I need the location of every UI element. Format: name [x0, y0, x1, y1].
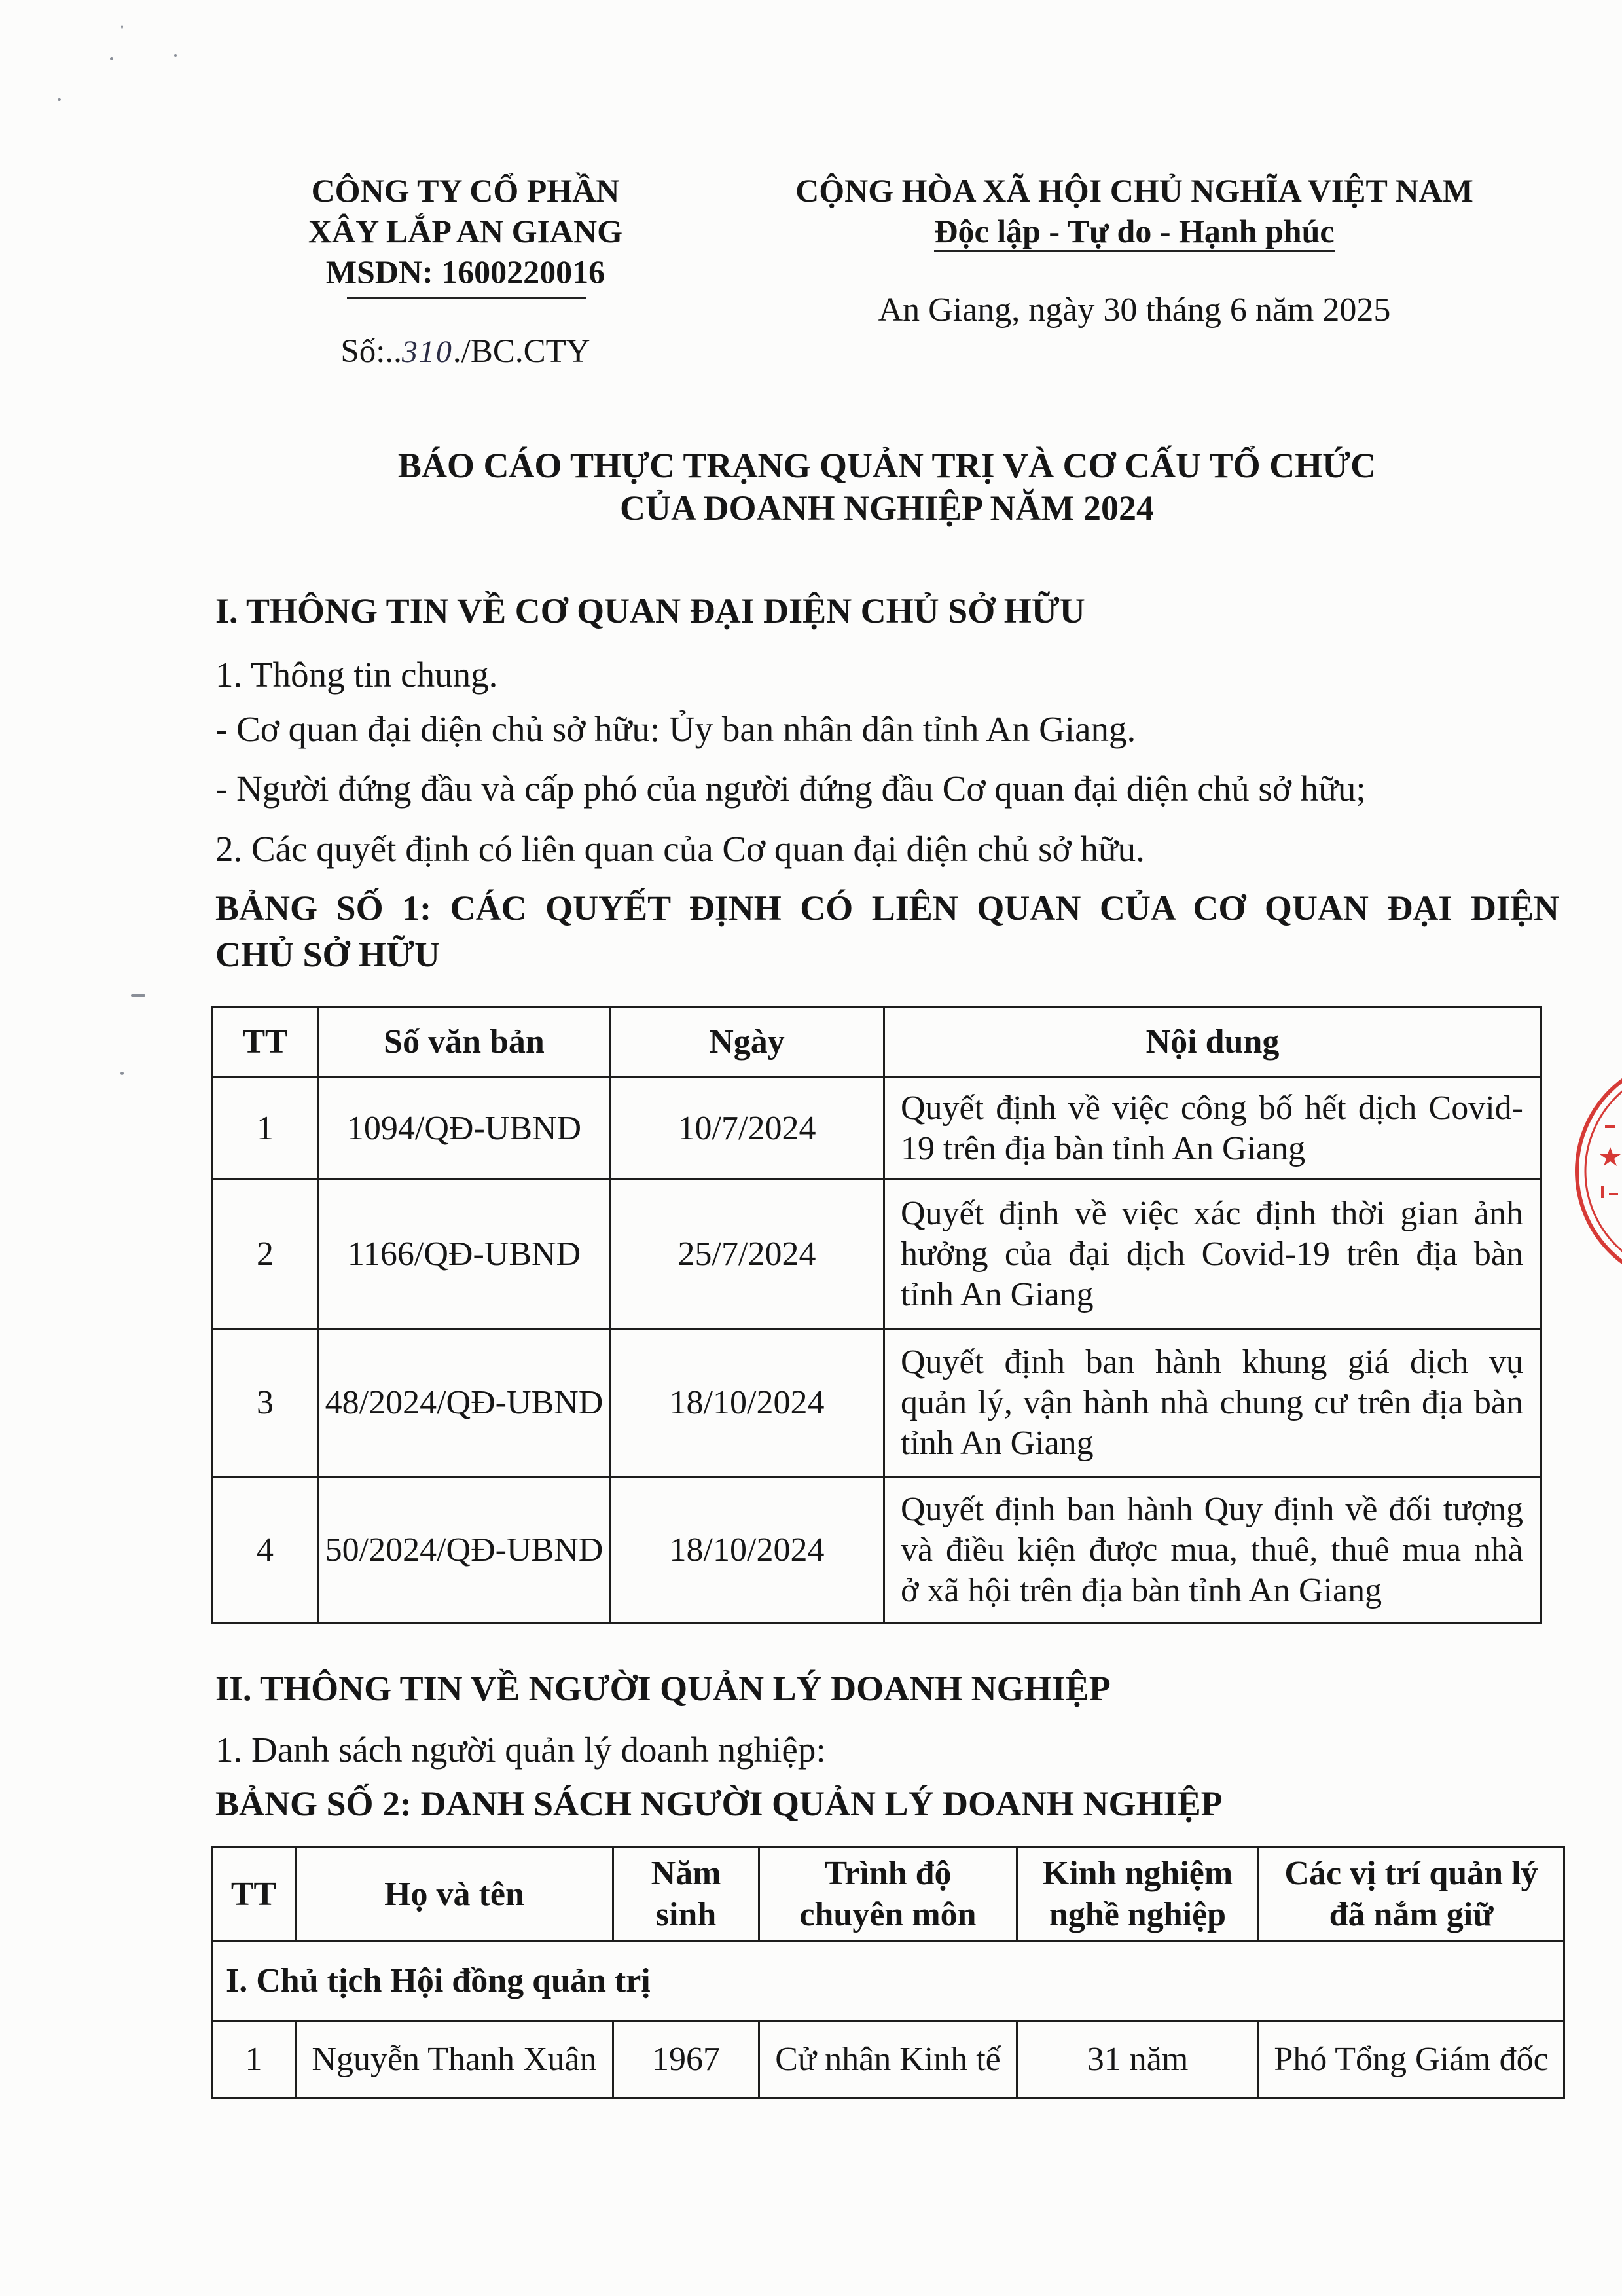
red-seal-stamp [1558, 1048, 1622, 1296]
cell-content [884, 1078, 1541, 1180]
scan-speck [58, 98, 61, 101]
col-header-full-name: Họ và tên [296, 1848, 613, 1941]
seal-star-icon [1600, 1147, 1621, 1166]
cell-qualification: Cử nhân Kinh tế [759, 2022, 1017, 2098]
cell-document-number: 48/2024/QĐ-UBND [319, 1329, 610, 1477]
section1-item1: 1. Thông tin chung. [215, 655, 498, 695]
table2-caption: BẢNG SỐ 2: DANH SÁCH NGƯỜI QUẢN LÝ DOANH NGHIỆP [215, 1784, 1223, 1823]
national-motto: Độc lập - Tự do - Hạnh phúc [934, 212, 1334, 252]
section2-heading: II. THÔNG TIN VỀ NGƯỜI QUẢN LÝ DOANH NGHIỆP [215, 1669, 1111, 1708]
col-header-content: Nội dung [884, 1007, 1541, 1078]
cell-document-number: 50/2024/QĐ-UBND [319, 1477, 610, 1624]
content-line: Quyết định về việc công bố hết dịch Covid- [901, 1089, 1523, 1127]
cell-content [884, 1329, 1541, 1477]
managers-table [211, 1846, 1565, 2099]
cell-document-number: 1166/QĐ-UBND [319, 1180, 610, 1329]
cell-birth-year: 1967 [613, 2022, 759, 2098]
header-line: sinh [655, 1896, 717, 1933]
document-number-prefix: Số:.. [340, 333, 402, 370]
cell-positions-held: Phó Tổng Giám đốc [1259, 2022, 1564, 2098]
header-line: Các vị trí quản lý [1284, 1855, 1538, 1892]
report-title-line2: CỦA DOANH NGHIỆP NĂM 2024 [619, 488, 1154, 528]
scan-speck [120, 1072, 124, 1075]
table-header-row [212, 1007, 1541, 1078]
cell-tt: 4 [212, 1477, 319, 1624]
col-header-qualification [759, 1848, 1017, 1941]
table1-caption [215, 885, 1559, 978]
section1-item2: 2. Các quyết định có liên quan của Cơ quan đại diện chủ sở hữu. [215, 829, 1145, 869]
table-row [212, 1180, 1541, 1329]
content-line: tỉnh An Giang [901, 1275, 1094, 1313]
cell-date: 10/7/2024 [610, 1078, 884, 1180]
scan-speck [121, 25, 123, 29]
national-title: CỘNG HÒA XÃ HỘI CHỦ NGHĨA VIỆT NAM [795, 172, 1473, 209]
table-row [212, 1329, 1541, 1477]
content-line: quản lý, vận hành nhà chung cư trên địa bàn [901, 1383, 1523, 1421]
table1-caption-line1: BẢNG SỐ 1: CÁC QUYẾT ĐỊNH CÓ LIÊN QUAN CỦA CƠ QUAN ĐẠI DIỆN [215, 888, 1559, 928]
header-line: Kinh nghiệm [1042, 1855, 1233, 1892]
document-number [204, 331, 727, 373]
cell-tt: 2 [212, 1180, 319, 1329]
cell-date: 25/7/2024 [610, 1180, 884, 1329]
seal-mark [1605, 1125, 1615, 1128]
decisions-table [211, 1006, 1542, 1624]
header-line: Trình độ [824, 1855, 952, 1892]
content-line: và điều kiện được mua, thuê, thuê mua nhà [901, 1531, 1523, 1569]
content-line: Quyết định về việc xác định thời gian ảnh [901, 1194, 1523, 1232]
company-name-line1: CÔNG TY CỔ PHẦN [311, 172, 620, 209]
header-line: đã nắm giữ [1329, 1896, 1494, 1933]
col-header-document-number: Số văn bản [319, 1007, 610, 1078]
section1-heading: I. THÔNG TIN VỀ CƠ QUAN ĐẠI DIỆN CHỦ SỞ HỮU [215, 591, 1085, 630]
company-name-line2: XÂY LẮP AN GIANG [308, 213, 623, 249]
cell-tt: 1 [212, 1078, 319, 1180]
seal-outer-ring [1577, 1058, 1622, 1285]
header-line: chuyên môn [799, 1896, 977, 1933]
company-header-rule [347, 297, 586, 299]
col-header-experience [1017, 1848, 1259, 1941]
col-header-date: Ngày [610, 1007, 884, 1078]
report-title-line1: BÁO CÁO THỰC TRẠNG QUẢN TRỊ VÀ CƠ CẤU TỔ CHỨC [397, 446, 1377, 485]
table-row [212, 2022, 1564, 2098]
section2-item1: 1. Danh sách người quản lý doanh nghiệp: [215, 1730, 826, 1770]
cell-content [884, 1477, 1541, 1624]
cell-document-number: 1094/QĐ-UBND [319, 1078, 610, 1180]
section1-bullet2: - Người đứng đầu và cấp phó của người đứng đầu Cơ quan đại diện chủ sở hữu; [215, 769, 1366, 809]
header-line: nghề nghiệp [1049, 1896, 1227, 1933]
content-line: ở xã hội trên địa bàn tỉnh An Giang [901, 1571, 1382, 1609]
cell-date: 18/10/2024 [610, 1477, 884, 1624]
content-line: hưởng của đại dịch Covid-19 trên địa bàn [901, 1235, 1523, 1273]
content-line: tỉnh An Giang [901, 1424, 1094, 1462]
scan-speck [174, 54, 177, 57]
cell-tt: 3 [212, 1329, 319, 1477]
scan-speck [110, 57, 113, 60]
content-line: Quyết định ban hành Quy định về đối tượng [901, 1490, 1523, 1528]
content-line: 19 trên địa bàn tỉnh An Giang [901, 1129, 1306, 1167]
table-row [212, 1078, 1541, 1180]
header-line: Năm [651, 1855, 721, 1892]
report-title [167, 445, 1607, 530]
national-header [709, 170, 1560, 252]
cell-full-name: Nguyễn Thanh Xuân [296, 2022, 613, 2098]
table-header-row [212, 1848, 1564, 1941]
seal-mark [1601, 1186, 1604, 1198]
cell-tt: 1 [212, 2022, 296, 2098]
cell-experience: 31 năm [1017, 2022, 1259, 2098]
col-header-tt: TT [212, 1007, 319, 1078]
cell-date: 18/10/2024 [610, 1329, 884, 1477]
company-tax-code: MSDN: 1600220016 [325, 253, 605, 290]
group-label: I. Chủ tịch Hội đồng quản trị [212, 1941, 1564, 2022]
document-date: An Giang, ngày 30 tháng 6 năm 2025 [878, 291, 1391, 329]
scan-speck [131, 994, 145, 997]
document-number-handwritten: 310 [401, 335, 453, 369]
table-row [212, 1477, 1541, 1624]
col-header-tt: TT [212, 1848, 296, 1941]
col-header-positions-held [1259, 1848, 1564, 1941]
content-line: Quyết định ban hành khung giá dịch vụ [901, 1343, 1523, 1381]
cell-content [884, 1180, 1541, 1329]
section1-bullet1: - Cơ quan đại diện chủ sở hữu: Ủy ban nhân dân tỉnh An Giang. [215, 709, 1136, 749]
table-group-row [212, 1941, 1564, 2022]
table1-caption-line2: CHỦ SỞ HỮU [215, 935, 441, 974]
col-header-birth-year [613, 1848, 759, 1941]
document-number-suffix: ./BC.CTY [452, 333, 590, 370]
company-header [204, 170, 727, 292]
seal-mark [1609, 1193, 1618, 1195]
